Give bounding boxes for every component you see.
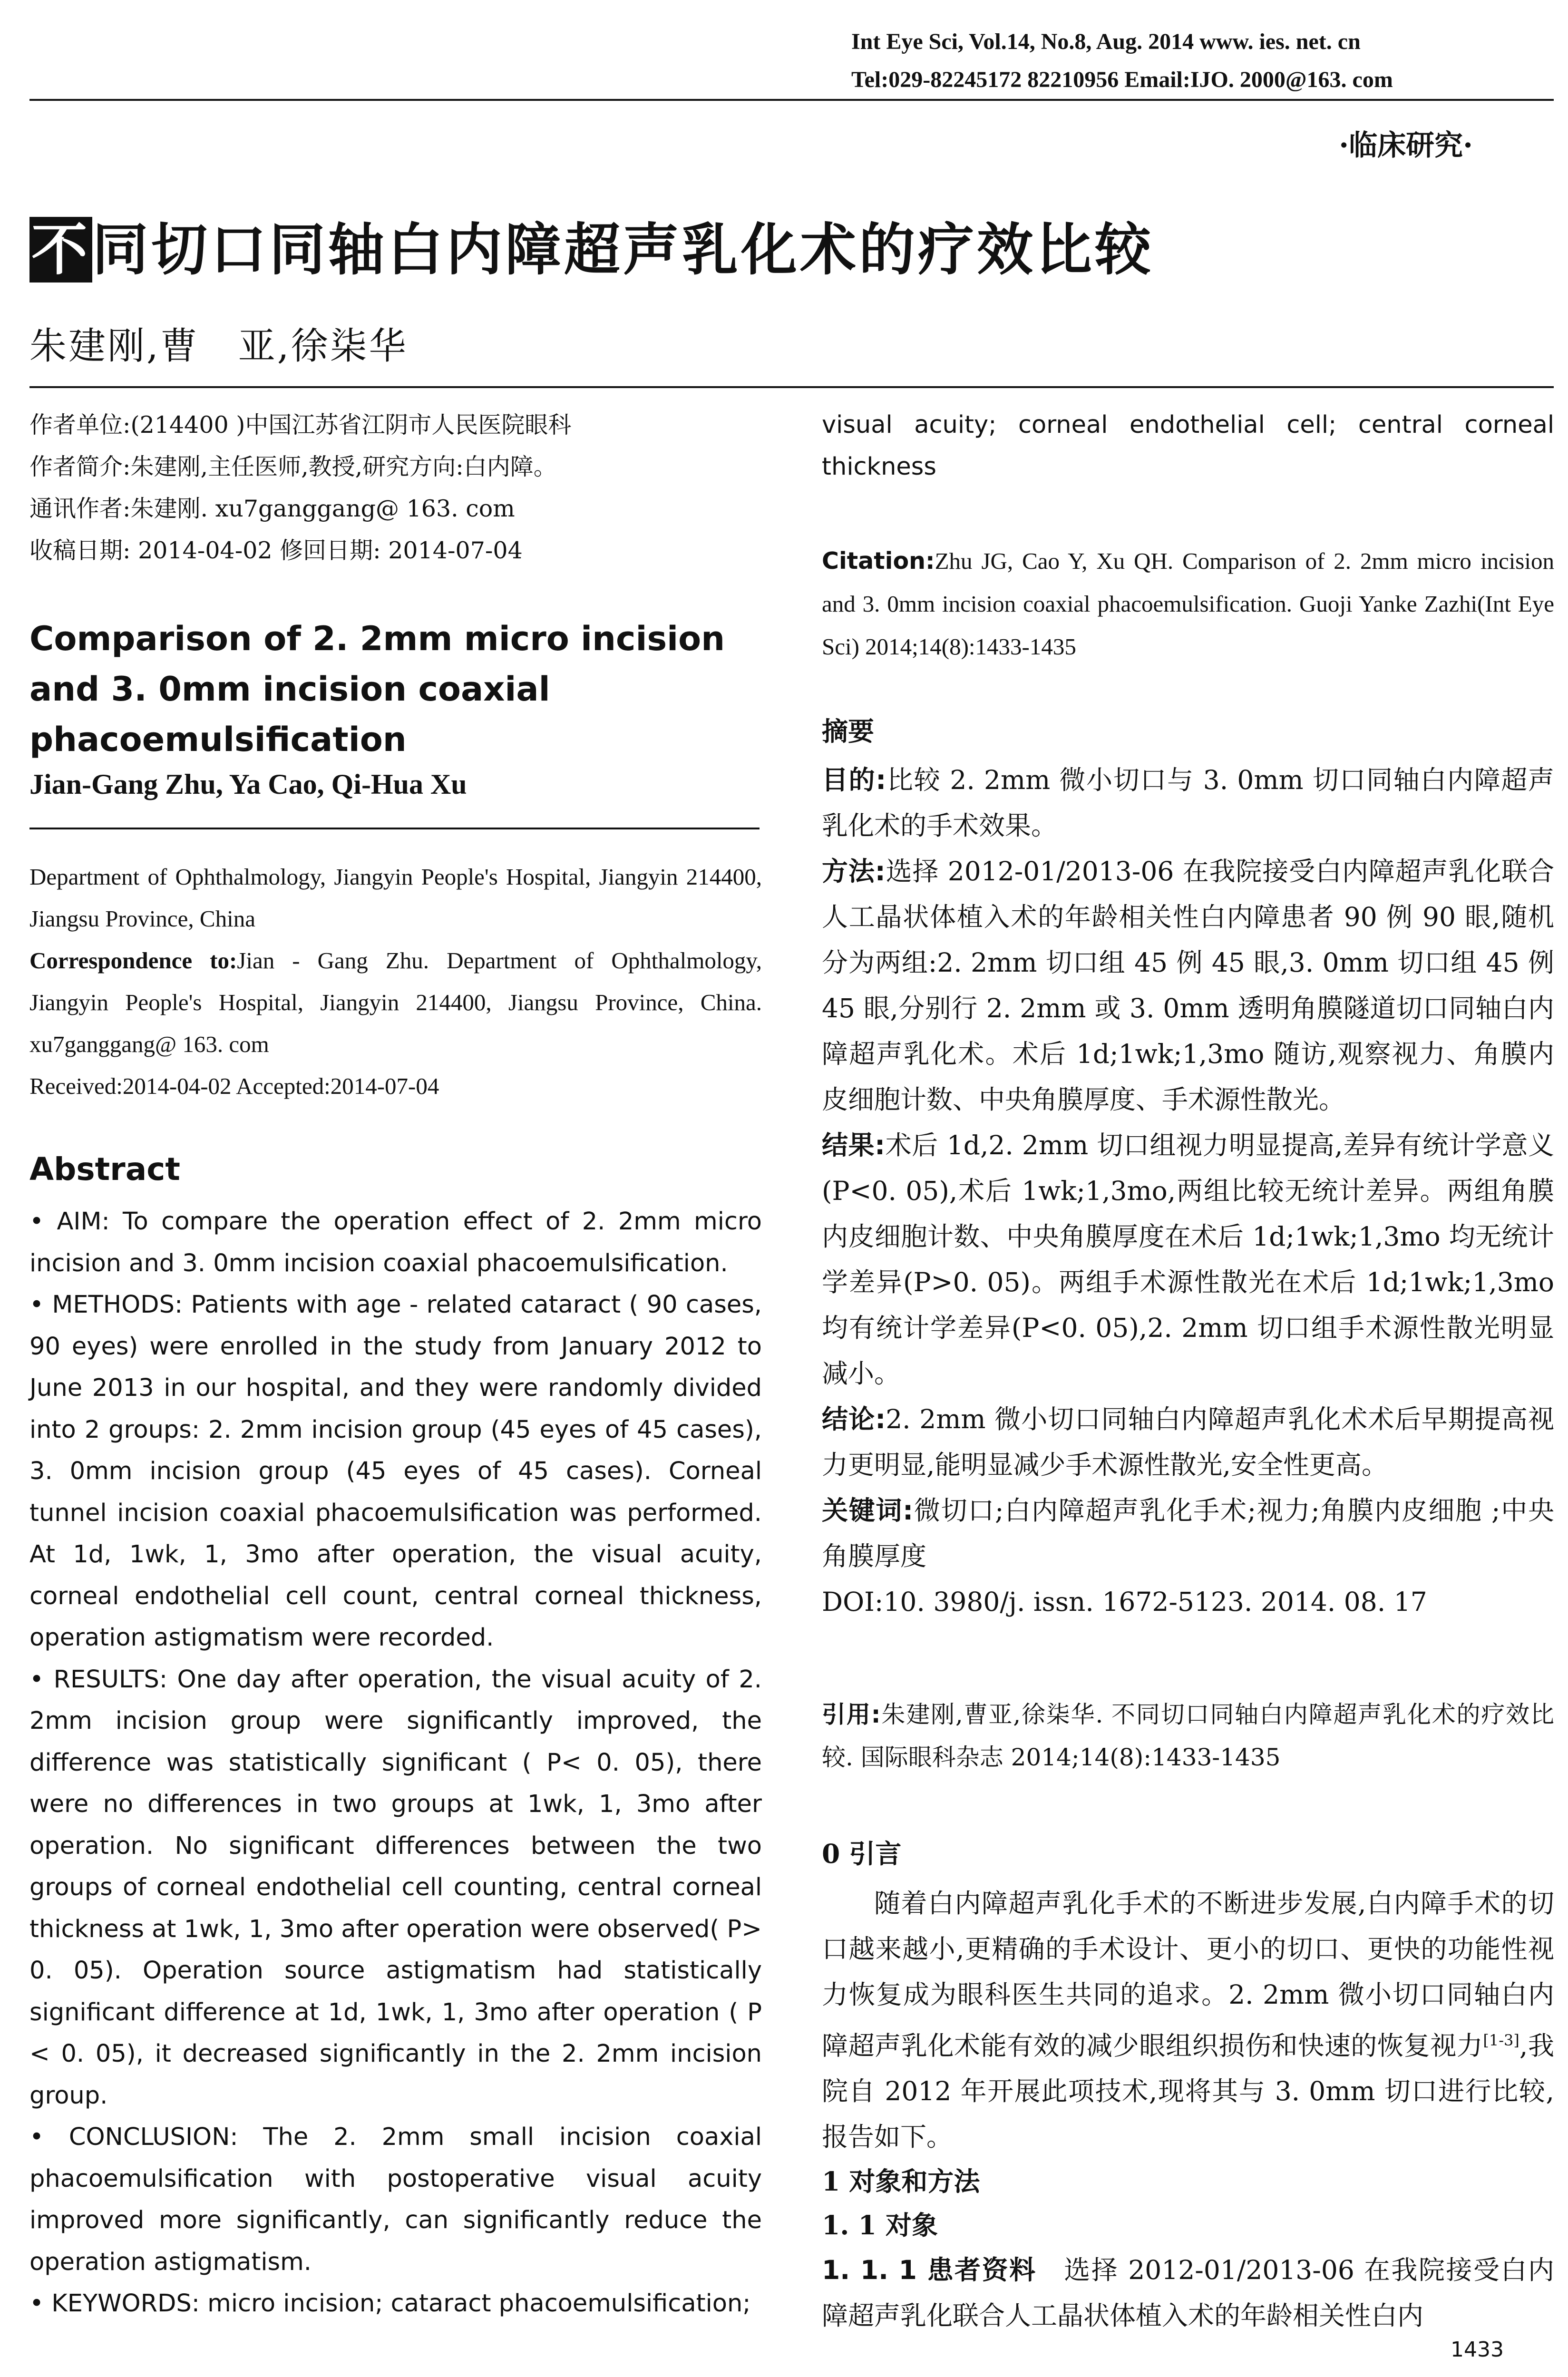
info-corresponding: 通讯作者:朱建刚. xu7ganggang@ 163. com — [29, 495, 515, 522]
patient-data-label: 1. 1. 1 患者资料 — [822, 2255, 1037, 2286]
methods-heading: 1 对象和方法 — [822, 2166, 980, 2197]
title-rest: 同切口同轴白内障超声乳化术的疗效比较 — [92, 217, 1154, 283]
title-first-char: 不 — [29, 217, 92, 283]
cn-results-label: 结果: — [822, 1130, 886, 1160]
cn-results — [822, 1122, 1554, 1396]
citation-block — [822, 540, 1554, 668]
affiliation-dept: Department of Ophthalmology, Jiangyin People's Hospital, Jiangyin 214400, Jiangsu Province, China — [29, 864, 762, 932]
abstract-keywords-start: • KEYWORDS: micro incision; cataract phacoemulsification; — [29, 2289, 751, 2318]
cn-aim-label: 目的: — [822, 765, 886, 795]
journal-header-line1: Int Eye Sci, Vol.14, No.8, Aug. 2014 www. ies. net. cn — [851, 29, 1361, 54]
cn-aim — [822, 757, 1554, 848]
english-authors: Jian-Gang Zhu, Ya Cao, Qi-Hua Xu — [29, 769, 467, 800]
english-authors-rule — [29, 828, 760, 829]
cn-conclusion-label: 结论: — [822, 1404, 886, 1434]
cn-conclusion-text: 2. 2mm 微小切口同轴白内障超声乳化术术后早期提高视力更明显,能明显减少手术源性散光,安全性更高。 — [822, 1404, 1554, 1480]
patient-data — [822, 2247, 1554, 2338]
cn-citation — [822, 1693, 1554, 1779]
authors-rule — [29, 386, 1554, 388]
abstract-body — [29, 1201, 762, 2325]
cn-abstract-heading: 摘要 — [822, 716, 875, 747]
cn-methods-label: 方法: — [822, 856, 886, 887]
abstract-keywords-end: visual acuity; corneal endothelial cell; central corneal thickness — [822, 411, 1554, 481]
header-rule — [29, 99, 1554, 101]
intro-text — [822, 1880, 1554, 2160]
citation-label: Citation: — [822, 547, 935, 575]
cn-methods — [822, 848, 1554, 1122]
intro-text-end: ,我院自 2012 年开展此项技术,现将其与 3. 0mm 切口进行比较,报告如下。 — [822, 2030, 1554, 2153]
subjects-heading: 1. 1 对象 — [822, 2210, 938, 2241]
intro-heading: 0 引言 — [822, 1838, 902, 1869]
author-info — [29, 404, 762, 572]
cn-results-text: 术后 1d,2. 2mm 切口组视力明显提高,差异有统计学意义(P<0. 05),术后 1wk;1,3mo,两组比较无统计差异。两组角膜内皮细胞计数、中央角膜厚度在术后 1d;1wk;1,3mo 均无统计学差异(P>0. 05)。两组手术源性散光在术后 1d;1wk;1,3mo 均有统计学差异(P<0. 05),2. 2mm 切口组手术源性散光明显减小。 — [822, 1130, 1554, 1389]
affiliation-correspondence — [29, 940, 762, 1065]
citation — [822, 540, 1554, 668]
cn-keywords-text: 微切口;白内障超声乳化手术;视力;角膜内皮细胞 ;中央角膜厚度 — [822, 1495, 1554, 1571]
abstract-heading-block — [29, 1151, 762, 1188]
cn-keywords — [822, 1488, 1554, 1579]
cn-abstract — [822, 709, 1554, 1625]
citation-text: Zhu JG, Cao Y, Xu QH. Comparison of 2. 2mm micro incision and 3. 0mm incision coaxial phacoemulsification. Guoji Yanke Zazhi(Int Eye Sci) 2014;14(8):1433-1435 — [822, 548, 1554, 660]
page-title — [29, 205, 1154, 285]
journal-header-line2: Tel:029-82245172 82210956 Email:IJO. 2000@163. com — [851, 67, 1393, 92]
english-title-block — [29, 614, 762, 765]
abstract-aim: • AIM: To compare the operation effect of 2. 2mm micro incision and 3. 0mm incision coaxial phacoemulsification. — [29, 1208, 762, 1277]
cn-citation-block — [822, 1693, 1554, 1779]
cn-citation-label: 引用: — [822, 1701, 881, 1728]
abstract-conclusion: • CONCLUSION: The 2. 2mm small incision coaxial phacoemulsification with postoperative visual acuity improved more significantly, can significantly reduce the operation astigmatism. — [29, 2123, 762, 2276]
english-authors-block — [29, 768, 762, 801]
intro-text-main: 随着白内障超声乳化手术的不断进步发展,白内障手术的切口越来越小,更精确的手术设计、更小的切口、更快的功能性视力恢复成为眼科医生共同的追求。2. 2mm 微小切口同轴白内障超声乳化术能有效的减少眼组织损伤和快速的恢复视力 — [822, 1888, 1554, 2061]
correspondence-text: Jian - Gang Zhu. Department of Ophthalmology, Jiangyin People's Hospital, Jiangyin 214400, Jiangsu Province, China. xu7ganggang@ 163. com — [29, 947, 762, 1057]
info-bio: 作者简介:朱建刚,主任医师,教授,研究方向:白内障。 — [29, 453, 557, 480]
cn-aim-text: 比较 2. 2mm 微小切口与 3. 0mm 切口同轴白内障超声乳化术的手术效果。 — [822, 765, 1554, 841]
affiliation — [29, 856, 762, 1107]
correspondence-label: Correspondence to: — [29, 947, 237, 974]
keywords-continued — [822, 404, 1554, 488]
cn-conclusion — [822, 1396, 1554, 1488]
patient-data-text: 选择 2012-01/2013-06 在我院接受白内障超声乳化联合人工晶状体植入术的年龄相关性白内 — [822, 2255, 1554, 2331]
abstract-results: • RESULTS: One day after operation, the visual acuity of 2. 2mm incision group were significantly improved, the difference was statistically significant ( P< 0. 05), there were no differences in two groups at 1wk, 1, 3mo after operation. No significant differences between the two groups of corneal endothelial cell counting, central corneal thickness at 1wk, 1, 3mo after operation were observed( P> 0. 05). Operation source astigmatism had statistically significant difference at 1d, 1wk, 1, 3mo after operation ( P < 0. 05), it decreased significantly in the 2. 2mm incision group. — [29, 1665, 762, 2110]
cn-citation-text: 朱建刚,曹亚,徐柒华. 不同切口同轴白内障超声乳化术的疗效比较. 国际眼科杂志 2014;14(8):1433-1435 — [822, 1701, 1554, 1771]
section-tag: ·临床研究· — [1339, 129, 1473, 162]
affiliation-dates: Received:2014-04-02 Accepted:2014-07-04 — [29, 1073, 439, 1099]
cn-keywords-label: 关键词: — [822, 1495, 914, 1526]
abstract-heading: Abstract — [29, 1151, 180, 1188]
page-number: 1433 — [1451, 2338, 1504, 2362]
authors-cn: 朱建刚,曹 亚,徐柒华 — [29, 325, 408, 368]
info-unit: 作者单位:(214400 )中国江苏省江阴市人民医院眼科 — [29, 411, 572, 438]
cn-methods-text: 选择 2012-01/2013-06 在我院接受白内障超声乳化联合人工晶状体植入术的年龄相关性白内障患者 90 例 90 眼,随机分为两组:2. 2mm 切口组 45 例 45 眼,3. 0mm 切口组 45 例 45 眼,分别行 2. 2mm 或 3. 0mm 透明角膜隧道切口同轴白内障超声乳化术。术后 1d;1wk;1,3mo 随访,观察视力、角膜内皮细胞计数、中央角膜厚度、手术源性散光。 — [822, 856, 1555, 1115]
intro-section — [822, 1831, 1554, 2338]
intro-reference: [1-3] — [1483, 2031, 1519, 2049]
abstract-methods: • METHODS: Patients with age - related cataract ( 90 cases, 90 eyes) were enrolled in the study from January 2012 to June 2013 in our hospital, and they were randomly divided into 2 groups: 2. 2mm incision group (45 eyes of 45 cases), 3. 0mm incision group (45 eyes of 45 cases). Corneal tunnel incision coaxial phacoemulsification was performed. At 1d, 1wk, 1, 3mo after operation, the visual acuity, corneal endothelial cell count, central corneal thickness, operation astigmatism were recorded. — [29, 1291, 762, 1652]
english-title: Comparison of 2. 2mm micro incision and 3. 0mm incision coaxial phacoemulsification — [29, 619, 725, 759]
info-dates: 收稿日期: 2014-04-02 修回日期: 2014-07-04 — [29, 537, 523, 564]
cn-doi: DOI:10. 3980/j. issn. 1672-5123. 2014. 08. 17 — [822, 1587, 1427, 1617]
